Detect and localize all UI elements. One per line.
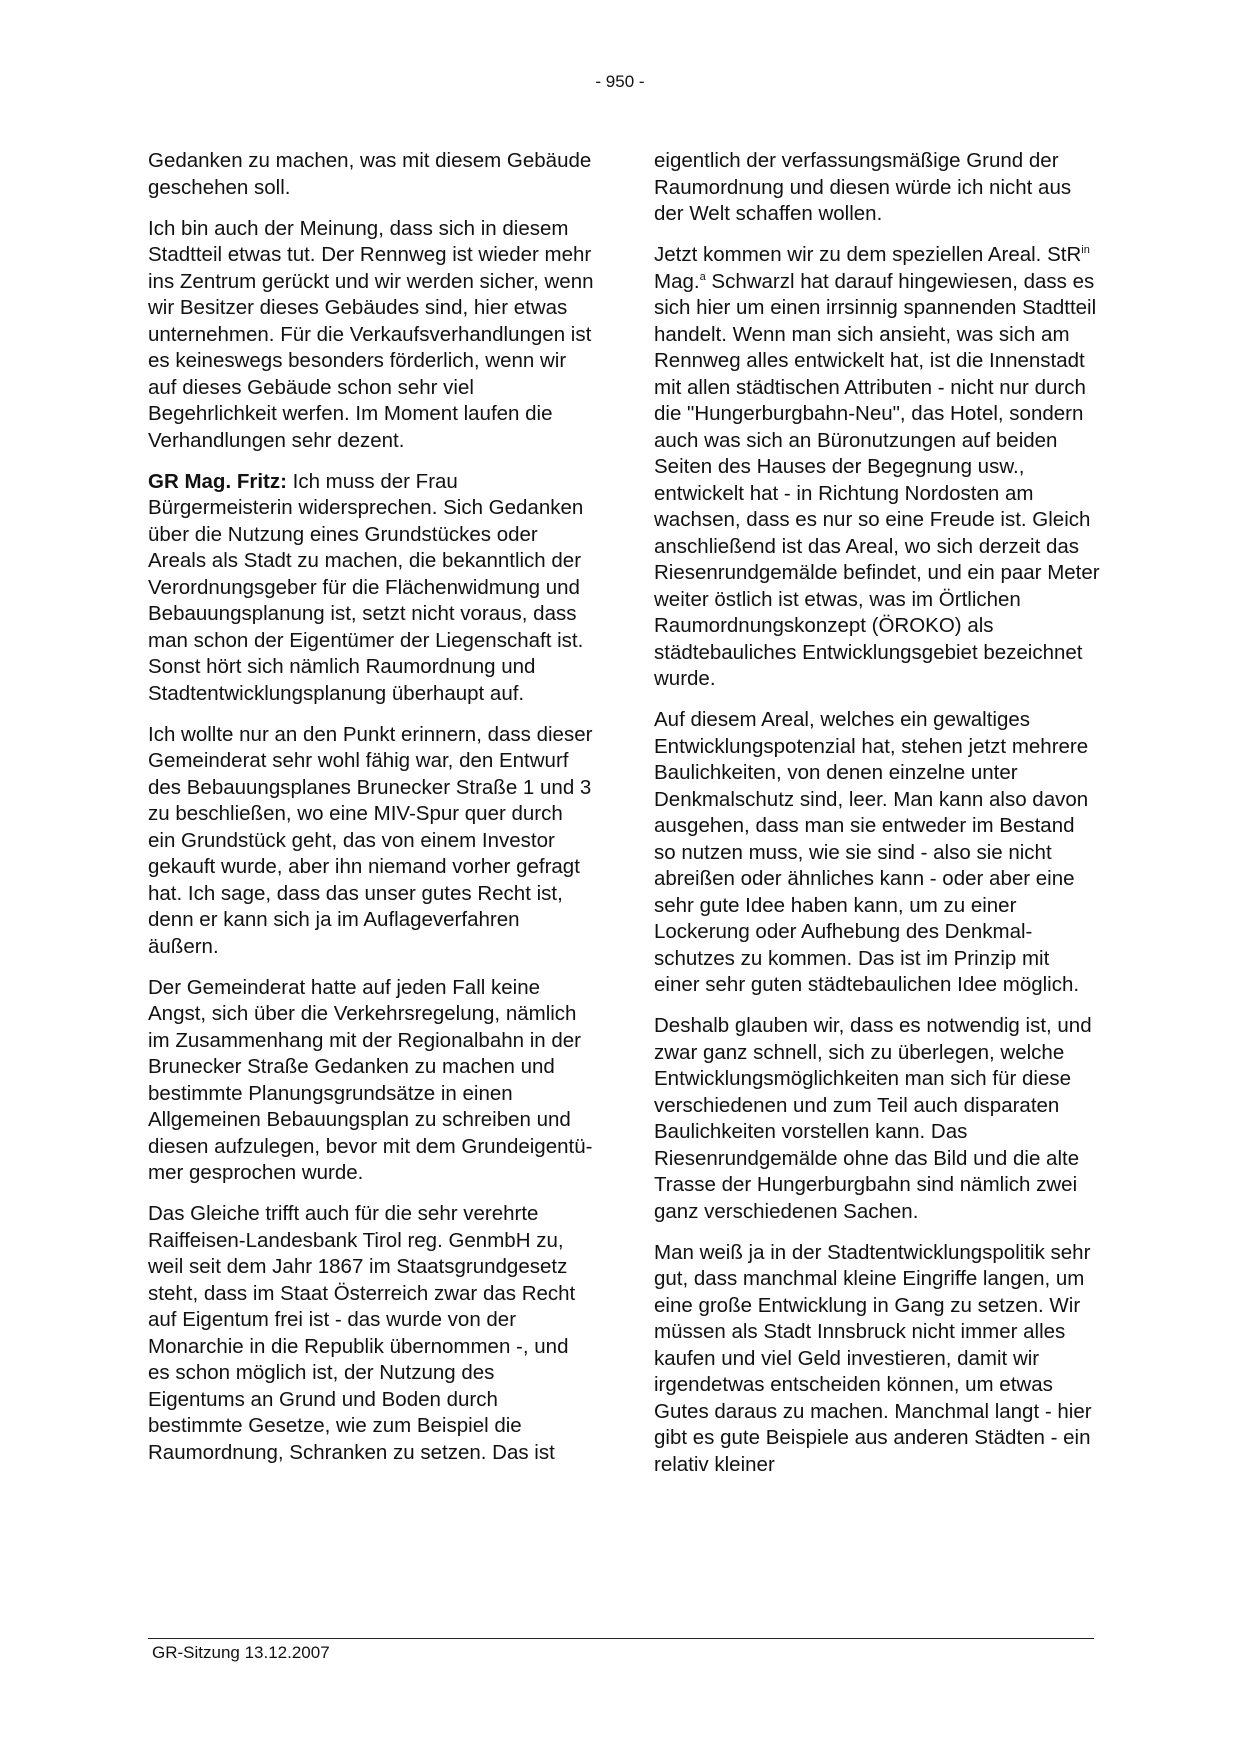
superscript: in <box>1081 244 1090 257</box>
superscript: a <box>699 270 706 283</box>
paragraph: Ich bin auch der Meinung, dass sich in diesem Stadtteil etwas tut. Der Rennweg ist wieder mehr ins Zentrum gerückt und wir werden sicher, wenn wir Besitzer dieses Gebäudes sind, hier etwas unternehmen. Für die Verkaufsverhandlungen ist es keineswegs besonders förderlich, wenn wir auf dieses Gebäude schon sehr viel Begehrlichkeit werfen. Im Moment laufen die Verhandlungen sehr dezent. <box>148 216 594 452</box>
paragraph: Deshalb glauben wir, dass es notwendig ist, und zwar ganz schnell, sich zu überlegen, welche Entwicklungsmöglichkeiten man sich für diese verschiedenen und zum Teil auch disparaten Baulichkeiten vorstellen kann. Das Riesenrundgemälde ohne das Bild und die alte Trasse der Hungerburgbahn sind nämlich zwei ganz verschiedenen Sachen. <box>654 1014 1092 1223</box>
right-column <box>654 148 1100 1493</box>
footer-text: GR-Sitzung 13.12.2007 <box>152 1643 330 1662</box>
text-segment: Jetzt kommen wir zu dem speziellen Areal. StR <box>654 243 1082 266</box>
paragraph: Man weiß ja in der Stadtentwicklungspolitik sehr gut, dass manchmal kleine Eingriffe langen, um eine große Entwicklung in Gang zu setzen. Wir müssen als Stadt Innsbruck nicht immer alles kaufen und viel Geld investieren, damit wir irgendetwas entscheiden können, um etwas Gutes daraus zu machen. Manchmal langt - hier gibt es gute Beispiele aus anderen Städten - ein relativ kleiner <box>654 1240 1092 1476</box>
page-number: - 950 - <box>595 72 645 91</box>
paragraph: Gedanken zu machen, was mit diesem Gebäude geschehen soll. <box>148 149 592 199</box>
paragraph <box>148 469 594 708</box>
speech-text: Ich muss der Frau Bürgermeisterin widersprechen. Sich Gedanken über die Nutzung eines Grundstückes oder Areals als Stadt zu machen, die bekanntlich der Verordnungsgeber für die Flächenwidmung und Bebauungsplanung ist, setzt nicht voraus, dass man schon der Eigentümer der Liegenschaft ist. Sonst hört sich nämlich Raumordnung und Stadtentwicklungsplanung überhaupt auf. <box>148 469 584 705</box>
paragraph <box>654 242 1100 693</box>
left-column <box>148 148 594 1481</box>
paragraph: Auf diesem Areal, welches ein gewaltiges Entwicklungspotenzial hat, stehen jetzt mehrere Baulichkeiten, von denen einzelne unter Denkmalschutz sind, leer. Man kann also davon ausgehen, dass man sie entweder im Bestand so nutzen muss, wie sie sind - also sie nicht abreißen oder ähnliches kann - oder aber eine sehr gute Idee haben kann, um zu einer Lockerung oder Aufhebung des Denkmalschutzes zu kommen. Das ist im Prinzip mit einer sehr guten städtebaulichen Idee möglich. <box>654 708 1089 996</box>
text-segment: Mag. <box>654 269 700 293</box>
paragraph: Ich wollte nur an den Punkt erinnern, dass dieser Gemeinderat sehr wohl fähig war, den Entwurf des Bebauungsplanes Brunecker Straße 1 und 3 zu beschließen, wo eine MIV-Spur quer durch ein Grundstück geht, das von einem Investor gekauft wurde, aber ihn niemand vorher gefragt hat. Ich sage, dass das unser gutes Recht ist, denn er kann sich ja im Auflageverfahren äußern. <box>148 722 593 958</box>
paragraph: eigentlich der verfassungsmäßige Grund der Raumordnung und diesen würde ich nicht aus der Welt schaffen wollen. <box>654 149 1072 225</box>
text-segment: Schwarzl hat darauf hingewiesen, dass es sich hier um einen irrsinnig spannenden Stadtteil handelt. Wenn man sich ansieht, was sich am Rennweg alles entwickelt hat, ist die Innenstadt mit allen städtischen Attributen - nicht nur durch die "Hungerburgbahn-Neu", das Hotel, sondern auch was sich an Büronutzungen auf beiden Seiten des Hauses der Begegnung usw., entwickelt hat - in Richtung Nordosten am wachsen, dass es nur so eine Freude ist. Gleich anschließend ist das Areal, wo sich derzeit das Riesenrundgemälde befindet, und ein paar Meter weiter östlich ist etwas, was im Örtlichen Raumordnungskonzept (ÖROKO) als städtebauliches Entwicklungsgebiet bezeichnet wurde. <box>654 269 1100 690</box>
paragraph: Das Gleiche trifft auch für die sehr verehrte Raiffeisen-Landesbank Tirol reg. GenmbH zu, weil seit dem Jahr 1867 im Staatsgrundgesetz steht, dass im Staat Österreich zwar das Recht auf Eigentum frei ist - das wurde von der Monarchie in die Republik übernommen -, und es schon möglich ist, der Nutzung des Eigentums an Grund und Boden durch bestimmte Gesetze, wie zum Beispiel die Raumordnung, Schranken zu setzen. Das ist <box>148 1202 576 1464</box>
paragraph: Der Gemeinderat hatte auf jeden Fall keine Angst, sich über die Verkehrsregelung, nämlich im Zusammenhang mit der Regionalbahn in der Brunecker Straße Gedanken zu machen und bestimmte Planungsgrundsätze in einen Allgemeinen Bebauungsplan zu schreiben und diesen aufzulegen, bevor mit dem Grundeigentümer gesprochen wurde. <box>148 975 593 1184</box>
speaker-name: GR Mag. Fritz: <box>148 469 287 493</box>
footer-divider <box>148 1638 1094 1639</box>
